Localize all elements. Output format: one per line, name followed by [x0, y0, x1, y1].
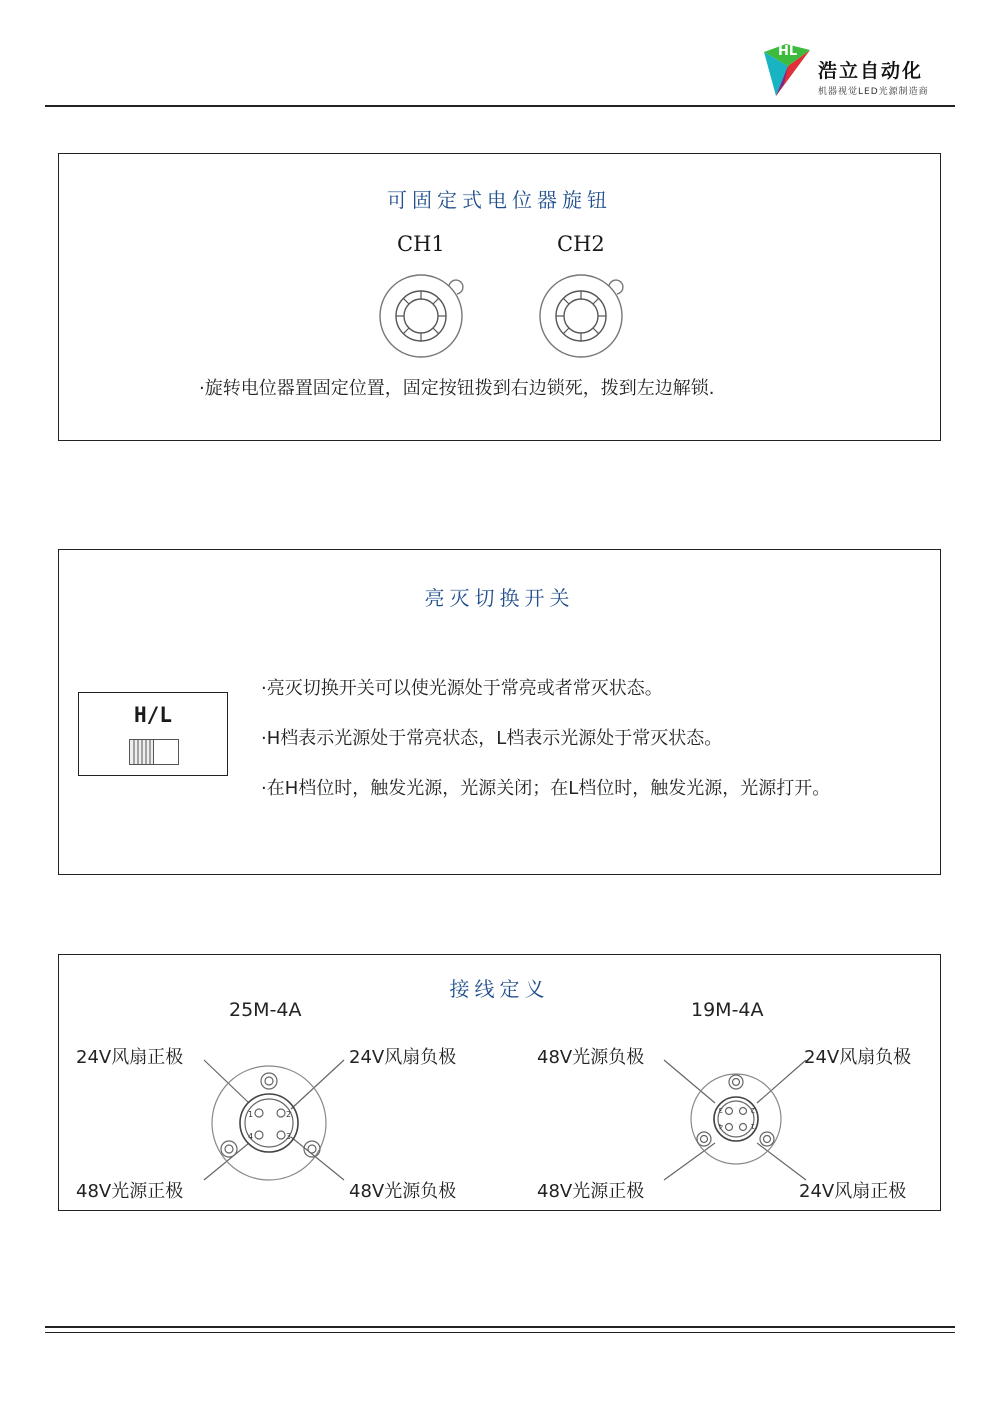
ch1-knob-icon	[377, 272, 477, 358]
ch2-label: CH2	[557, 232, 605, 256]
wiring-section	[58, 954, 941, 1211]
switch-title: 亮灭切换开关	[424, 586, 575, 610]
wiring-title: 接线定义	[449, 977, 550, 1001]
potentiometer-title: 可固定式电位器旋钮	[387, 188, 612, 212]
left-top-right-label: 24V风扇负极	[349, 1047, 457, 1068]
right-top-right-label: 24V风扇负极	[804, 1047, 912, 1068]
right-connector-diagram	[659, 1055, 809, 1185]
left-model-label: 25M-4A	[229, 999, 302, 1021]
company-tagline: 机器视觉LED光源制造商	[818, 87, 929, 97]
left-pin-3: 3	[286, 1132, 292, 1141]
left-bottom-left-label: 48V光源正极	[76, 1181, 184, 1202]
left-connector-diagram	[199, 1055, 349, 1185]
logo-mark: HL	[778, 44, 798, 59]
potentiometer-section	[58, 153, 941, 441]
right-pin-3: 3	[718, 1106, 723, 1114]
right-bottom-left-label: 48V光源正极	[537, 1181, 645, 1202]
switch-note-3: ·在H档位时，触发光源，光源关闭；在L档位时，触发光源，光源打开。	[261, 778, 831, 799]
company-name: 浩立自动化	[818, 60, 924, 82]
ch2-knob-icon	[537, 272, 637, 358]
switch-note-2: ·H档表示光源处于常亮状态，L档表示光源处于常灭状态。	[261, 728, 723, 749]
left-top-left-label: 24V风扇正极	[76, 1047, 184, 1068]
switch-diagram	[78, 692, 228, 776]
right-pin-4: 4	[718, 1122, 723, 1130]
footer-divider-top	[45, 1326, 955, 1328]
right-pin-2: 2	[750, 1106, 755, 1114]
right-top-left-label: 48V光源负极	[537, 1047, 645, 1068]
potentiometer-note: ·旋转电位器置固定位置，固定按钮拨到右边锁死，拨到左边解锁.	[199, 378, 715, 399]
header-divider	[45, 105, 955, 107]
footer-divider-bottom	[45, 1332, 955, 1333]
right-bottom-right-label: 24V风扇正极	[799, 1181, 907, 1202]
left-pin-4: 4	[248, 1132, 254, 1141]
switch-label: H/L	[134, 703, 172, 727]
switch-note-1: ·亮灭切换开关可以使光源处于常亮或者常灭状态。	[261, 678, 663, 699]
switch-section	[58, 549, 941, 875]
toggle-switch-icon	[129, 739, 179, 765]
left-pin-1: 1	[248, 1110, 254, 1119]
ch1-label: CH1	[397, 232, 445, 256]
left-bottom-right-label: 48V光源负极	[349, 1181, 457, 1202]
left-pin-2: 2	[286, 1110, 292, 1119]
right-model-label: 19M-4A	[691, 999, 764, 1021]
right-pin-1: 1	[750, 1122, 755, 1130]
